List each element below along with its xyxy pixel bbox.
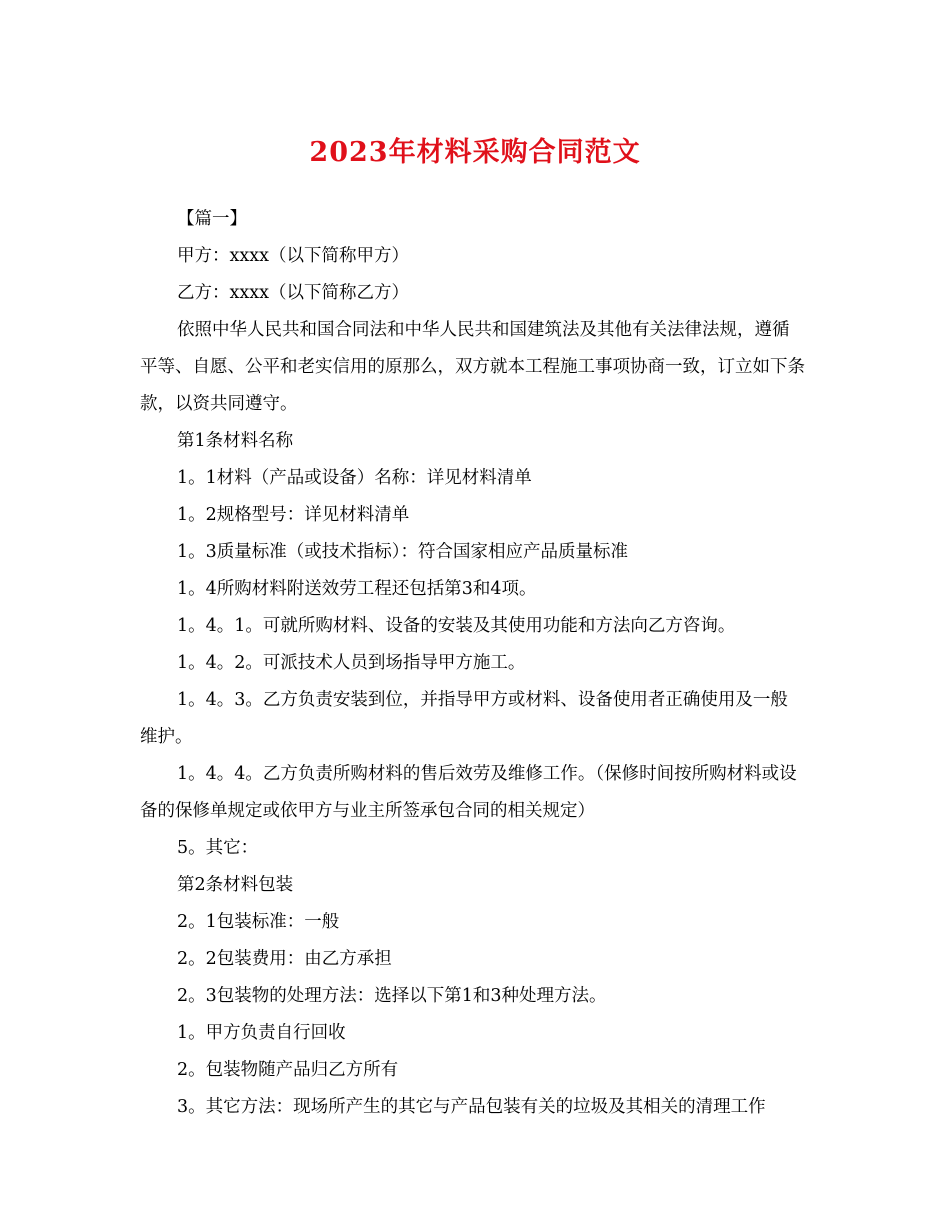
clause-2-1: 2。1包装标准：一般	[177, 912, 340, 932]
article-1-heading: 第1条材料名称	[177, 431, 294, 451]
clause-1-4: 1。4所购材料附送效劳工程还包括第3和4项。	[177, 579, 537, 599]
option-3: 3。其它方法：现场所产生的其它与产品包装有关的垃圾及其相关的清理工作	[177, 1097, 766, 1117]
clause-2-3: 2。3包装物的处理方法：选择以下第1和3种处理方法。	[177, 986, 607, 1006]
clause-1-4-3: 1。4。3。乙方负责安装到位，并指导甲方或材料、设备使用者正确使用及一般维护。	[140, 690, 788, 747]
document-body	[140, 201, 805, 1126]
clause-1-4-1: 1。4。1。可就所购材料、设备的安装及其使用功能和方法向乙方咨询。	[177, 616, 736, 636]
party-b-line: 乙方：xxxx（以下简称乙方）	[177, 283, 409, 303]
clause-2-2: 2。2包装费用：由乙方承担	[177, 949, 392, 969]
clause-1-4-4: 1。4。4。乙方负责所购材料的售后效劳及维修工作。（保修时间按所购材料或设备的保修单规定或依甲方与业主所签承包合同的相关规定）	[140, 764, 797, 821]
option-1: 1。甲方负责自行回收	[177, 1023, 346, 1043]
option-2: 2。包装物随产品归乙方所有	[177, 1060, 399, 1080]
clause-1-1: 1。1材料（产品或设备）名称：详见材料清单	[177, 468, 532, 488]
clause-1-4-2: 1。4。2。可派技术人员到场指导甲方施工。	[177, 653, 526, 673]
party-a-line: 甲方：xxxx（以下简称甲方）	[177, 246, 409, 266]
section-heading: 【篇一】	[177, 209, 247, 229]
clause-1-2: 1。2规格型号：详见材料清单	[177, 505, 410, 525]
document-title: 2023年材料采购合同范文	[309, 137, 641, 168]
preamble-paragraph: 依照中华人民共和国合同法和中华人民共和国建筑法及其他有关法律法规，遵循平等、自愿、公平和老实信用的原那么，双方就本工程施工事项协商一致，订立如下条款，以资共同遵守。	[140, 320, 805, 414]
article-2-heading: 第2条材料包装	[177, 875, 294, 895]
clause-5: 5。其它：	[177, 838, 259, 858]
clause-1-3: 1。3质量标准（或技术指标）：符合国家相应产品质量标准	[177, 542, 629, 562]
